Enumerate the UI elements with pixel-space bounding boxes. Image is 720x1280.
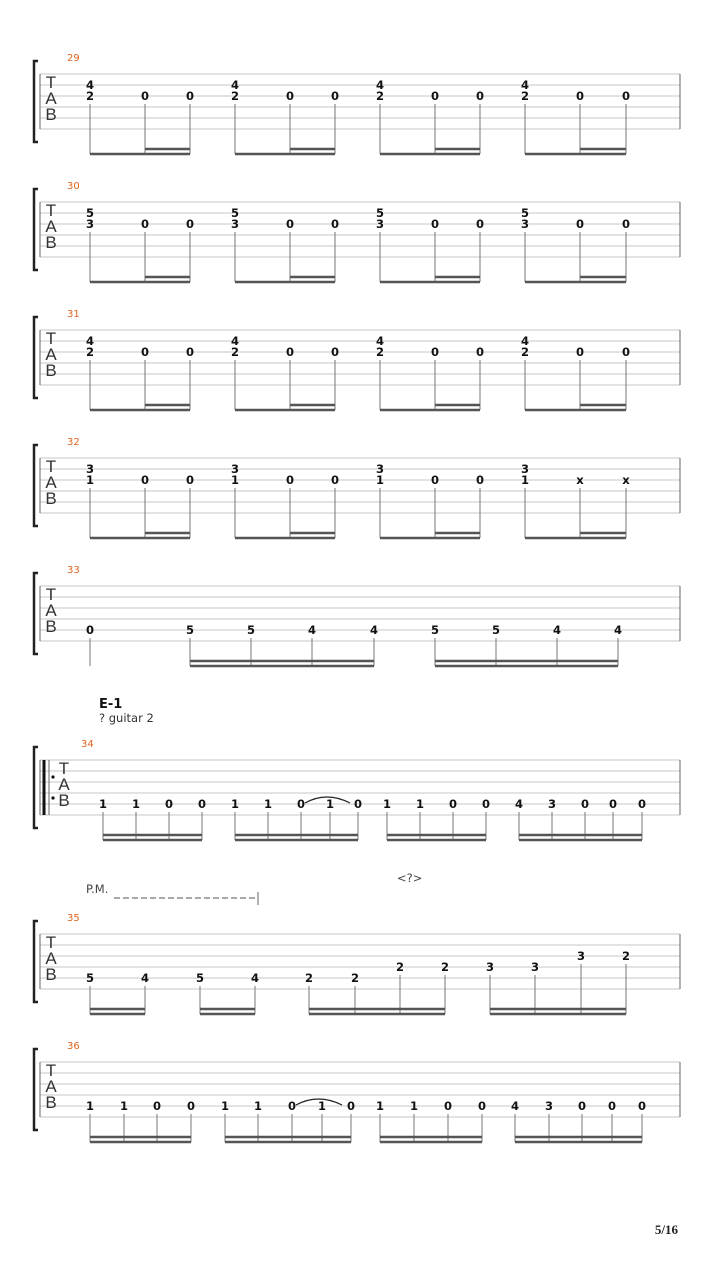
fret-number: 4 xyxy=(375,78,385,92)
system-32 xyxy=(34,437,680,538)
fret-number: 2 xyxy=(440,960,450,974)
fret-number: 0 xyxy=(430,345,440,359)
tab-letter-b: B xyxy=(45,233,57,252)
fret-number: 0 xyxy=(477,1099,487,1113)
tab-letter-b: B xyxy=(45,617,57,636)
fret-number: 3 xyxy=(530,960,540,974)
system-bracket xyxy=(34,747,38,828)
fret-number: 3 xyxy=(576,949,586,963)
fret-number: 1 xyxy=(375,1099,385,1113)
fret-number: 0 xyxy=(637,797,647,811)
fret-number: 3 xyxy=(520,462,530,476)
fret-number: 0 xyxy=(285,473,295,487)
fret-number: 3 xyxy=(520,217,530,231)
fret-number: 3 xyxy=(230,217,240,231)
system-bracket xyxy=(34,189,38,270)
fret-number: 0 xyxy=(575,89,585,103)
system-30 xyxy=(34,181,680,282)
fret-number: 4 xyxy=(613,623,623,637)
tab-letter-b: B xyxy=(45,965,57,984)
fret-number: 0 xyxy=(285,217,295,231)
tab-letter-a: A xyxy=(45,601,57,620)
fret-number: x xyxy=(576,473,584,487)
fret-number: 4 xyxy=(85,334,95,348)
measure-number: 31 xyxy=(67,309,80,320)
harmonic-marker: <?> xyxy=(397,871,423,885)
fret-number: 0 xyxy=(475,473,485,487)
tab-letter-t: T xyxy=(45,585,57,604)
fret-number: 0 xyxy=(330,473,340,487)
repeat-dot xyxy=(51,796,54,799)
fret-number: 4 xyxy=(520,334,530,348)
fret-number: 1 xyxy=(415,797,425,811)
fret-number: 0 xyxy=(140,89,150,103)
fret-number: 1 xyxy=(119,1099,129,1113)
fret-number: 0 xyxy=(637,1099,647,1113)
tab-letter-b: B xyxy=(45,361,57,380)
system-bracket xyxy=(34,445,38,526)
fret-number: 0 xyxy=(621,89,631,103)
fret-number: 0 xyxy=(621,345,631,359)
fret-number: 1 xyxy=(230,473,240,487)
tab-letter-b: B xyxy=(45,1093,57,1112)
fret-number: 0 xyxy=(475,217,485,231)
fret-number: 2 xyxy=(520,89,530,103)
system-34 xyxy=(34,739,680,840)
fret-number: 0 xyxy=(164,797,174,811)
fret-number: 1 xyxy=(375,473,385,487)
fret-number: 1 xyxy=(317,1099,327,1113)
fret-number: 4 xyxy=(520,78,530,92)
fret-number: 0 xyxy=(296,797,306,811)
fret-number: 5 xyxy=(430,623,440,637)
fret-number: 0 xyxy=(353,797,363,811)
fret-number: 0 xyxy=(186,1099,196,1113)
fret-number: 5 xyxy=(85,971,95,985)
measure-number: 32 xyxy=(67,437,80,448)
system-33 xyxy=(34,565,680,666)
fret-number: 4 xyxy=(552,623,562,637)
fret-number: 1 xyxy=(409,1099,419,1113)
tab-letter-a: A xyxy=(45,217,57,236)
fret-number: 0 xyxy=(140,217,150,231)
section-label: E-1 xyxy=(99,697,123,712)
fret-number: 0 xyxy=(330,89,340,103)
fret-number: 0 xyxy=(575,217,585,231)
fret-number: 2 xyxy=(621,949,631,963)
fret-number: 4 xyxy=(230,78,240,92)
fret-number: 0 xyxy=(140,345,150,359)
fret-number: 1 xyxy=(98,797,108,811)
fret-number: 0 xyxy=(197,797,207,811)
fret-number: 1 xyxy=(85,473,95,487)
system-29 xyxy=(34,53,680,154)
fret-number: 4 xyxy=(140,971,150,985)
fret-number: 0 xyxy=(443,1099,453,1113)
fret-number: 2 xyxy=(520,345,530,359)
tab-letter-t: T xyxy=(45,201,57,220)
tab-letter-b: B xyxy=(45,489,57,508)
tab-letter-a: A xyxy=(45,949,57,968)
fret-number: 0 xyxy=(475,89,485,103)
fret-number: 3 xyxy=(85,462,95,476)
system-bracket xyxy=(34,1049,38,1130)
fret-number: 2 xyxy=(375,345,385,359)
fret-number: 4 xyxy=(230,334,240,348)
fret-number: 2 xyxy=(85,89,95,103)
fret-number: 4 xyxy=(375,334,385,348)
fret-number: 0 xyxy=(285,345,295,359)
tab-letter-b: B xyxy=(45,105,57,124)
system-bracket xyxy=(34,573,38,654)
fret-number: x xyxy=(622,473,630,487)
tab-letter-a: A xyxy=(45,345,57,364)
fret-number: 0 xyxy=(608,797,618,811)
fret-number: 0 xyxy=(580,797,590,811)
tab-letter-a: A xyxy=(58,775,70,794)
fret-number: 4 xyxy=(514,797,524,811)
fret-number: 4 xyxy=(85,78,95,92)
fret-number: 0 xyxy=(140,473,150,487)
fret-number: 4 xyxy=(307,623,317,637)
fret-number: 0 xyxy=(185,89,195,103)
fret-number: 0 xyxy=(481,797,491,811)
fret-number: 3 xyxy=(485,960,495,974)
fret-number: 3 xyxy=(544,1099,554,1113)
fret-number: 0 xyxy=(287,1099,297,1113)
fret-number: 1 xyxy=(85,1099,95,1113)
measure-number: 35 xyxy=(67,913,80,924)
fret-number: 1 xyxy=(263,797,273,811)
tab-letter-t: T xyxy=(45,73,57,92)
fret-number: 2 xyxy=(304,971,314,985)
measure-number: 34 xyxy=(81,739,94,750)
tab-letter-a: A xyxy=(45,1077,57,1096)
tab-letter-a: A xyxy=(45,473,57,492)
fret-number: 1 xyxy=(325,797,335,811)
fret-number: 4 xyxy=(369,623,379,637)
fret-number: 4 xyxy=(510,1099,520,1113)
tab-letter-b: B xyxy=(58,791,70,810)
tab-letter-t: T xyxy=(45,1061,57,1080)
fret-number: 0 xyxy=(185,473,195,487)
fret-number: 1 xyxy=(382,797,392,811)
systems xyxy=(34,53,680,1142)
system-bracket xyxy=(34,317,38,398)
fret-number: 0 xyxy=(430,89,440,103)
measure-number: 33 xyxy=(67,565,80,576)
system-bracket xyxy=(34,61,38,142)
fret-number: 5 xyxy=(246,623,256,637)
tab-letter-t: T xyxy=(45,933,57,952)
fret-number: 2 xyxy=(350,971,360,985)
fret-number: 2 xyxy=(230,345,240,359)
fret-number: 5 xyxy=(185,623,195,637)
fret-number: 0 xyxy=(475,345,485,359)
fret-number: 2 xyxy=(230,89,240,103)
fret-number: 0 xyxy=(285,89,295,103)
system-36 xyxy=(34,1041,680,1142)
fret-number: 0 xyxy=(448,797,458,811)
fret-number: 1 xyxy=(220,1099,230,1113)
fret-number: 5 xyxy=(195,971,205,985)
fret-number: 0 xyxy=(185,345,195,359)
system-35 xyxy=(34,913,680,1014)
fret-number: 4 xyxy=(250,971,260,985)
fret-number: 3 xyxy=(375,462,385,476)
repeat-dot xyxy=(51,775,54,778)
tab-letter-t: T xyxy=(58,759,70,778)
fret-number: 0 xyxy=(330,217,340,231)
fret-number: 1 xyxy=(520,473,530,487)
fret-number: 2 xyxy=(395,960,405,974)
fret-number: 1 xyxy=(131,797,141,811)
measure-number: 29 xyxy=(67,53,80,64)
fret-number: 0 xyxy=(346,1099,356,1113)
fret-number: 2 xyxy=(85,345,95,359)
tab-letter-t: T xyxy=(45,329,57,348)
measure-number: 30 xyxy=(67,181,80,192)
page-number: 5/16 xyxy=(654,1222,678,1237)
fret-number: 3 xyxy=(230,462,240,476)
fret-number: 2 xyxy=(375,89,385,103)
fret-number: 0 xyxy=(575,345,585,359)
fret-number: 5 xyxy=(520,206,530,220)
fret-number: 0 xyxy=(185,217,195,231)
fret-number: 0 xyxy=(152,1099,162,1113)
fret-number: 0 xyxy=(430,473,440,487)
fret-number: 3 xyxy=(85,217,95,231)
fret-number: 0 xyxy=(577,1099,587,1113)
system-bracket xyxy=(34,921,38,1002)
fret-number: 5 xyxy=(375,206,385,220)
fret-number: 0 xyxy=(330,345,340,359)
fret-number: 0 xyxy=(85,623,95,637)
fret-number: 1 xyxy=(230,797,240,811)
tab-letter-a: A xyxy=(45,89,57,108)
palm-mute-label: P.M. xyxy=(86,882,109,896)
fret-number: 5 xyxy=(85,206,95,220)
fret-number: 3 xyxy=(375,217,385,231)
fret-number: 5 xyxy=(491,623,501,637)
system-31 xyxy=(34,309,680,410)
fret-number: 3 xyxy=(547,797,557,811)
fret-number: 0 xyxy=(621,217,631,231)
tab-letter-t: T xyxy=(45,457,57,476)
measure-number: 36 xyxy=(67,1041,80,1052)
fret-number: 1 xyxy=(253,1099,263,1113)
fret-number: 5 xyxy=(230,206,240,220)
fret-number: 0 xyxy=(430,217,440,231)
fret-number: 0 xyxy=(607,1099,617,1113)
instrument-label: ? guitar 2 xyxy=(99,711,154,725)
